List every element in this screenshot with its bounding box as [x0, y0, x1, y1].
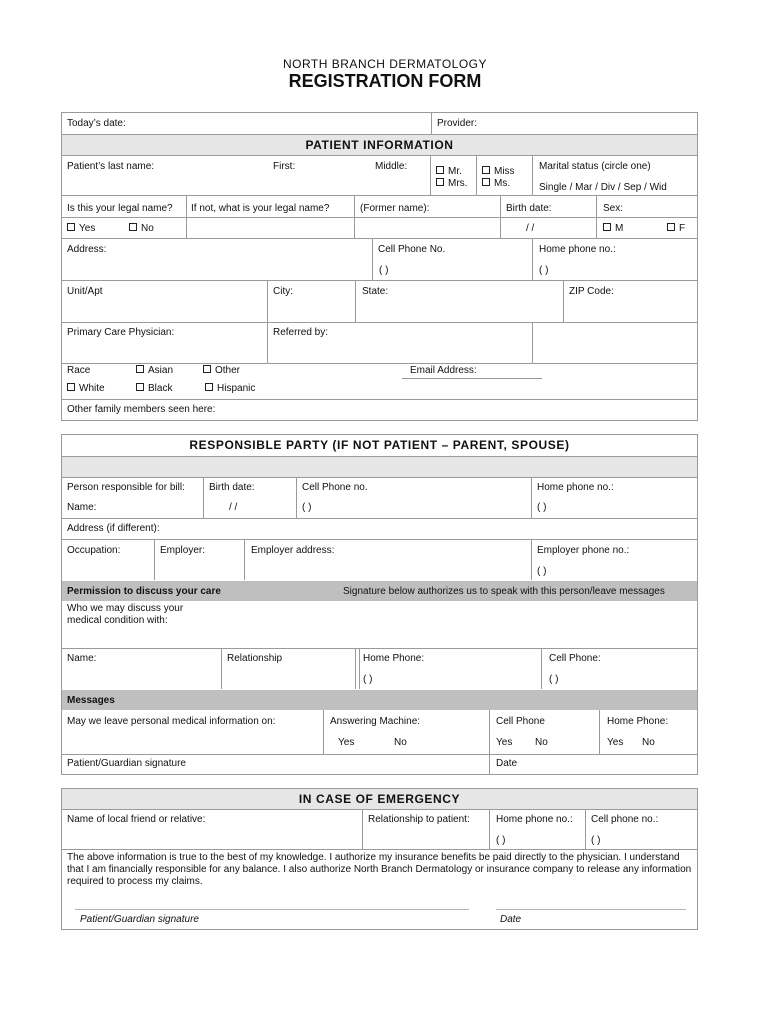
city-field[interactable]: City:	[273, 286, 293, 297]
signature-line	[75, 909, 469, 910]
sex-male-label: M	[615, 223, 624, 234]
checkbox-icon	[136, 365, 144, 373]
cell-no-option[interactable]: No	[535, 737, 548, 748]
divider	[489, 809, 490, 849]
responsible-birth-date-label: Birth date:	[209, 482, 255, 493]
race-white-label: White	[79, 383, 105, 394]
title-mrs-label: Mrs.	[448, 178, 468, 189]
divider	[267, 322, 268, 363]
checkbox-icon	[436, 166, 444, 174]
address-field[interactable]: Address:	[67, 244, 107, 255]
responsible-home-label: Home phone no.:	[537, 482, 614, 493]
primary-care-physician-field[interactable]: Primary Care Physician:	[67, 327, 175, 338]
title-ms-checkbox[interactable]	[482, 178, 510, 190]
sex-male-checkbox[interactable]	[603, 223, 623, 235]
grey-band	[62, 457, 697, 477]
race-black-label: Black	[148, 383, 173, 394]
divider	[203, 477, 204, 518]
marital-status-options[interactable]: Single / Mar / Div / Sep / Wid	[539, 182, 667, 193]
sex-female-label: F	[679, 223, 686, 234]
race-hispanic-label: Hispanic	[217, 383, 256, 394]
title-miss-label: Miss	[494, 166, 515, 177]
employer-phone-label: Employer phone no.:	[537, 545, 630, 556]
legal-no-label: No	[141, 223, 154, 234]
divider	[61, 280, 698, 281]
employer-address-field[interactable]: Employer address:	[251, 545, 335, 556]
patient-information-heading: PATIENT INFORMATION	[62, 135, 697, 155]
responsible-birth-date-field[interactable]: / /	[229, 502, 238, 513]
marital-status-label: Marital status (circle one)	[539, 161, 651, 172]
cell-message-label: Cell Phone	[496, 716, 545, 727]
divider	[61, 754, 698, 755]
todays-date-field[interactable]: Today’s date:	[67, 118, 126, 129]
legal-name-question: Is this your legal name?	[67, 203, 173, 214]
state-field[interactable]: State:	[362, 286, 389, 297]
divider	[532, 322, 533, 363]
divider	[532, 155, 533, 195]
emergency-home-phone-field[interactable]: ( )	[496, 835, 506, 846]
title-mr-label: Mr.	[448, 166, 462, 177]
home-yes-option[interactable]: Yes	[607, 737, 624, 748]
divider	[61, 155, 698, 156]
legal-name-field[interactable]: If not, what is your legal name?	[191, 203, 330, 214]
divider	[531, 477, 532, 518]
race-other-label: Other	[215, 365, 241, 376]
sex-label: Sex:	[603, 203, 624, 214]
authorization-statement: The above information is true to the best of my knowledge. I authorize my insurance benefits be paid directly to the physician. I understand that I am financially responsible for any balance. I also authorize North Branch Dermatology or insurance company to release any information required to process my claims.	[67, 852, 692, 887]
checkbox-icon	[667, 223, 675, 231]
divider	[372, 238, 373, 280]
first-name-field[interactable]: First:	[273, 161, 296, 172]
checkbox-icon	[203, 365, 211, 373]
race-asian-label: Asian	[148, 365, 174, 376]
employer-field[interactable]: Employer:	[160, 545, 206, 556]
divider	[355, 648, 356, 689]
home-message-label: Home Phone:	[607, 716, 669, 727]
divider	[599, 710, 600, 754]
race-white-checkbox[interactable]	[67, 383, 105, 395]
divider	[359, 648, 360, 689]
cell-phone-field[interactable]: ( )	[379, 265, 389, 276]
divider	[61, 648, 698, 649]
divider	[355, 280, 356, 322]
last-name-field[interactable]: Patient’s last name:	[67, 161, 155, 172]
contact-relationship-field[interactable]: Relationship	[227, 653, 283, 664]
divider	[61, 518, 698, 519]
divider	[430, 155, 431, 195]
unit-apt-field[interactable]: Unit/Apt	[67, 286, 103, 297]
permission-heading: Permission to discuss your care	[67, 586, 221, 597]
race-label: Race	[67, 365, 91, 376]
title-miss-checkbox[interactable]	[482, 166, 515, 178]
contact-name-field[interactable]: Name:	[67, 653, 97, 664]
middle-name-field[interactable]: Middle:	[375, 161, 408, 172]
cell-phone-label: Cell Phone No.	[378, 244, 446, 255]
checkbox-icon	[205, 383, 213, 391]
responsible-date-field[interactable]: Date	[496, 758, 518, 769]
divider	[154, 539, 155, 580]
who-we-may-discuss-label: Who we may discuss your medical condition with:	[67, 603, 184, 626]
title-ms-label: Ms.	[494, 178, 511, 189]
divider	[431, 112, 432, 134]
divider	[296, 477, 297, 518]
divider	[61, 238, 698, 239]
responsible-home-field[interactable]: ( )	[537, 502, 547, 513]
divider	[585, 809, 586, 849]
practice-name: NORTH BRANCH DERMATOLOGY	[282, 57, 488, 71]
referred-by-field[interactable]: Referred by:	[273, 327, 329, 338]
emergency-home-phone-label: Home phone no.:	[496, 814, 573, 825]
divider	[323, 710, 324, 754]
emergency-friend-field[interactable]: Name of local friend or relative:	[67, 814, 206, 825]
divider	[61, 217, 698, 218]
emergency-heading: IN CASE OF EMERGENCY	[62, 789, 697, 809]
divider	[61, 849, 698, 850]
responsible-cell-label: Cell Phone no.	[302, 482, 368, 493]
form-title: REGISTRATION FORM	[288, 71, 482, 91]
legal-no-checkbox[interactable]	[129, 223, 154, 235]
emergency-signature-field[interactable]: Patient/Guardian signature	[80, 914, 199, 925]
divider	[61, 477, 698, 478]
former-name-field[interactable]: (Former name):	[360, 203, 430, 214]
birth-date-label: Birth date:	[506, 203, 552, 214]
checkbox-icon	[603, 223, 611, 231]
responsible-cell-field[interactable]: ( )	[302, 502, 312, 513]
occupation-field[interactable]: Occupation:	[67, 545, 121, 556]
checkbox-icon	[482, 166, 490, 174]
zip-code-field[interactable]: ZIP Code:	[569, 286, 614, 297]
date-line	[496, 909, 686, 910]
emergency-relationship-field[interactable]: Relationship to patient:	[368, 814, 470, 825]
responsible-party-heading: RESPONSIBLE PARTY (IF NOT PATIENT – PARENT, SPOUSE)	[62, 435, 697, 455]
divider	[563, 280, 564, 322]
contact-cell-phone-label: Cell Phone:	[549, 653, 601, 664]
contact-home-phone-field[interactable]: ( )	[363, 674, 373, 685]
divider	[61, 399, 698, 400]
home-no-option[interactable]: No	[642, 737, 655, 748]
divider	[489, 710, 490, 774]
checkbox-icon	[436, 178, 444, 186]
checkbox-icon	[482, 178, 490, 186]
home-phone-label: Home phone no.:	[539, 244, 616, 255]
responsible-name-field[interactable]: Name:	[67, 502, 97, 513]
leave-message-question: May we leave personal medical information on:	[67, 716, 276, 727]
divider	[61, 809, 698, 810]
responsible-address-field[interactable]: Address (if different):	[67, 523, 160, 534]
divider	[61, 322, 698, 323]
emergency-date-field[interactable]: Date	[500, 914, 522, 925]
answering-yes-option[interactable]: Yes	[338, 737, 355, 748]
person-responsible-label: Person responsible for bill:	[67, 482, 185, 493]
checkbox-icon	[129, 223, 137, 231]
email-underline	[402, 378, 542, 379]
birth-date-field[interactable]: / /	[526, 223, 535, 234]
title-mrs-checkbox[interactable]	[436, 178, 467, 190]
home-phone-field[interactable]: ( )	[539, 265, 549, 276]
cell-yes-option[interactable]: Yes	[496, 737, 513, 748]
family-members-field[interactable]: Other family members seen here:	[67, 404, 216, 415]
checkbox-icon	[67, 383, 75, 391]
responsible-signature-field[interactable]: Patient/Guardian signature	[67, 758, 186, 769]
answering-machine-label: Answering Machine:	[330, 716, 421, 727]
provider-field[interactable]: Provider:	[437, 118, 478, 129]
contact-home-phone-label: Home Phone:	[363, 653, 425, 664]
race-other-checkbox[interactable]	[203, 365, 240, 377]
legal-yes-checkbox[interactable]	[67, 223, 95, 235]
divider	[221, 648, 222, 689]
permission-note: Signature below authorizes us to speak with this person/leave messages	[343, 586, 665, 597]
messages-heading: Messages	[67, 695, 115, 706]
messages-band	[62, 690, 697, 710]
legal-yes-label: Yes	[79, 223, 96, 234]
divider	[532, 238, 533, 280]
divider	[476, 155, 477, 195]
divider	[362, 809, 363, 849]
emergency-cell-phone-label: Cell phone no.:	[591, 814, 659, 825]
divider	[541, 648, 542, 689]
email-address-field[interactable]: Email Address:	[410, 365, 477, 376]
emergency-cell-phone-field[interactable]: ( )	[591, 835, 601, 846]
checkbox-icon	[136, 383, 144, 391]
answering-no-option[interactable]: No	[394, 737, 407, 748]
divider	[61, 539, 698, 540]
divider	[244, 539, 245, 580]
divider	[531, 539, 532, 580]
contact-cell-phone-field[interactable]: ( )	[549, 674, 559, 685]
title-mr-checkbox[interactable]	[436, 166, 462, 178]
divider	[61, 363, 698, 364]
divider	[267, 280, 268, 322]
employer-phone-field[interactable]: ( )	[537, 566, 547, 577]
race-black-checkbox[interactable]	[136, 383, 172, 395]
race-hispanic-checkbox[interactable]	[205, 383, 255, 395]
race-asian-checkbox[interactable]	[136, 365, 173, 377]
divider	[61, 195, 698, 196]
checkbox-icon	[67, 223, 75, 231]
sex-female-checkbox[interactable]	[667, 223, 685, 235]
